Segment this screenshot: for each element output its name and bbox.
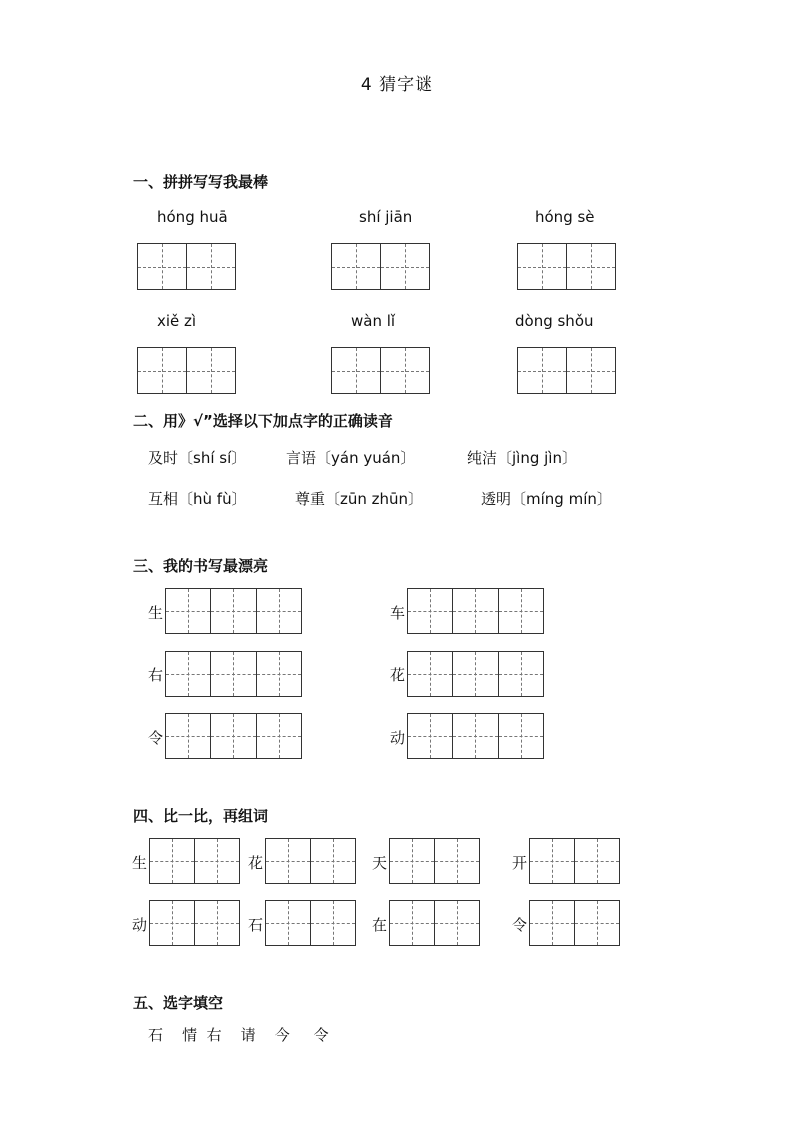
section1-heading: 一、拼拼写写我最棒: [133, 173, 269, 191]
writing-grid-4[interactable]: [137, 347, 236, 394]
reading-choice-4[interactable]: 互相〔hù fù〕: [148, 490, 247, 508]
section2-heading: 二、用》√”选择以下加点字的正确读音: [133, 412, 393, 430]
writing-grid-s4-3[interactable]: [389, 838, 480, 884]
char-label: 生: [148, 604, 164, 622]
writing-grid-2[interactable]: [331, 243, 430, 290]
pinyin-1: hóng huā: [157, 208, 228, 226]
writing-grid-s3-1[interactable]: [165, 588, 302, 634]
char-label: 动: [390, 729, 406, 747]
pinyin-6: dòng shǒu: [515, 312, 594, 330]
writing-grid-s3-3[interactable]: [165, 651, 302, 697]
writing-grid-s3-5[interactable]: [165, 713, 302, 759]
char-label: 动: [132, 916, 148, 934]
char-label: 花: [390, 666, 406, 684]
char-label: 令: [148, 729, 164, 747]
page-title: 4 猜字谜: [360, 75, 434, 95]
writing-grid-5[interactable]: [331, 347, 430, 394]
writing-grid-s3-4[interactable]: [407, 651, 544, 697]
fill-in-options: 石 情 右 请 今 令: [148, 1026, 329, 1044]
char-label: 令: [512, 916, 528, 934]
reading-choice-3[interactable]: 纯洁〔jìng jìn〕: [467, 449, 577, 467]
char-label: 车: [390, 604, 406, 622]
reading-choice-6[interactable]: 透明〔míng mín〕: [481, 490, 612, 508]
char-label: 石: [248, 916, 264, 934]
writing-grid-s4-5[interactable]: [149, 900, 240, 946]
writing-grid-s4-6[interactable]: [265, 900, 356, 946]
pinyin-5: wàn lǐ: [351, 312, 396, 330]
pinyin-4: xiě zì: [157, 312, 197, 330]
reading-choice-5[interactable]: 尊重〔zūn zhūn〕: [295, 490, 424, 508]
section4-heading: 四、比一比，再组词: [133, 807, 269, 825]
char-label: 开: [512, 854, 528, 872]
writing-grid-s4-8[interactable]: [529, 900, 620, 946]
writing-grid-s4-2[interactable]: [265, 838, 356, 884]
reading-choice-1[interactable]: 及时〔shí sí〕: [148, 449, 247, 467]
writing-grid-s4-1[interactable]: [149, 838, 240, 884]
writing-grid-3[interactable]: [517, 243, 616, 290]
writing-grid-s3-6[interactable]: [407, 713, 544, 759]
char-label: 右: [148, 666, 164, 684]
writing-grid-1[interactable]: [137, 243, 236, 290]
char-label: 在: [372, 916, 388, 934]
writing-grid-s3-2[interactable]: [407, 588, 544, 634]
writing-grid-6[interactable]: [517, 347, 616, 394]
writing-grid-s4-7[interactable]: [389, 900, 480, 946]
section3-heading: 三、我的书写最漂亮: [133, 557, 269, 575]
writing-grid-s4-4[interactable]: [529, 838, 620, 884]
reading-choice-2[interactable]: 言语〔yán yuán〕: [286, 449, 416, 467]
char-label: 生: [132, 854, 148, 872]
pinyin-3: hóng sè: [535, 208, 595, 226]
section5-heading: 五、选字填空: [133, 994, 224, 1012]
char-label: 天: [372, 854, 388, 872]
char-label: 花: [248, 854, 264, 872]
pinyin-2: shí jiān: [359, 208, 413, 226]
